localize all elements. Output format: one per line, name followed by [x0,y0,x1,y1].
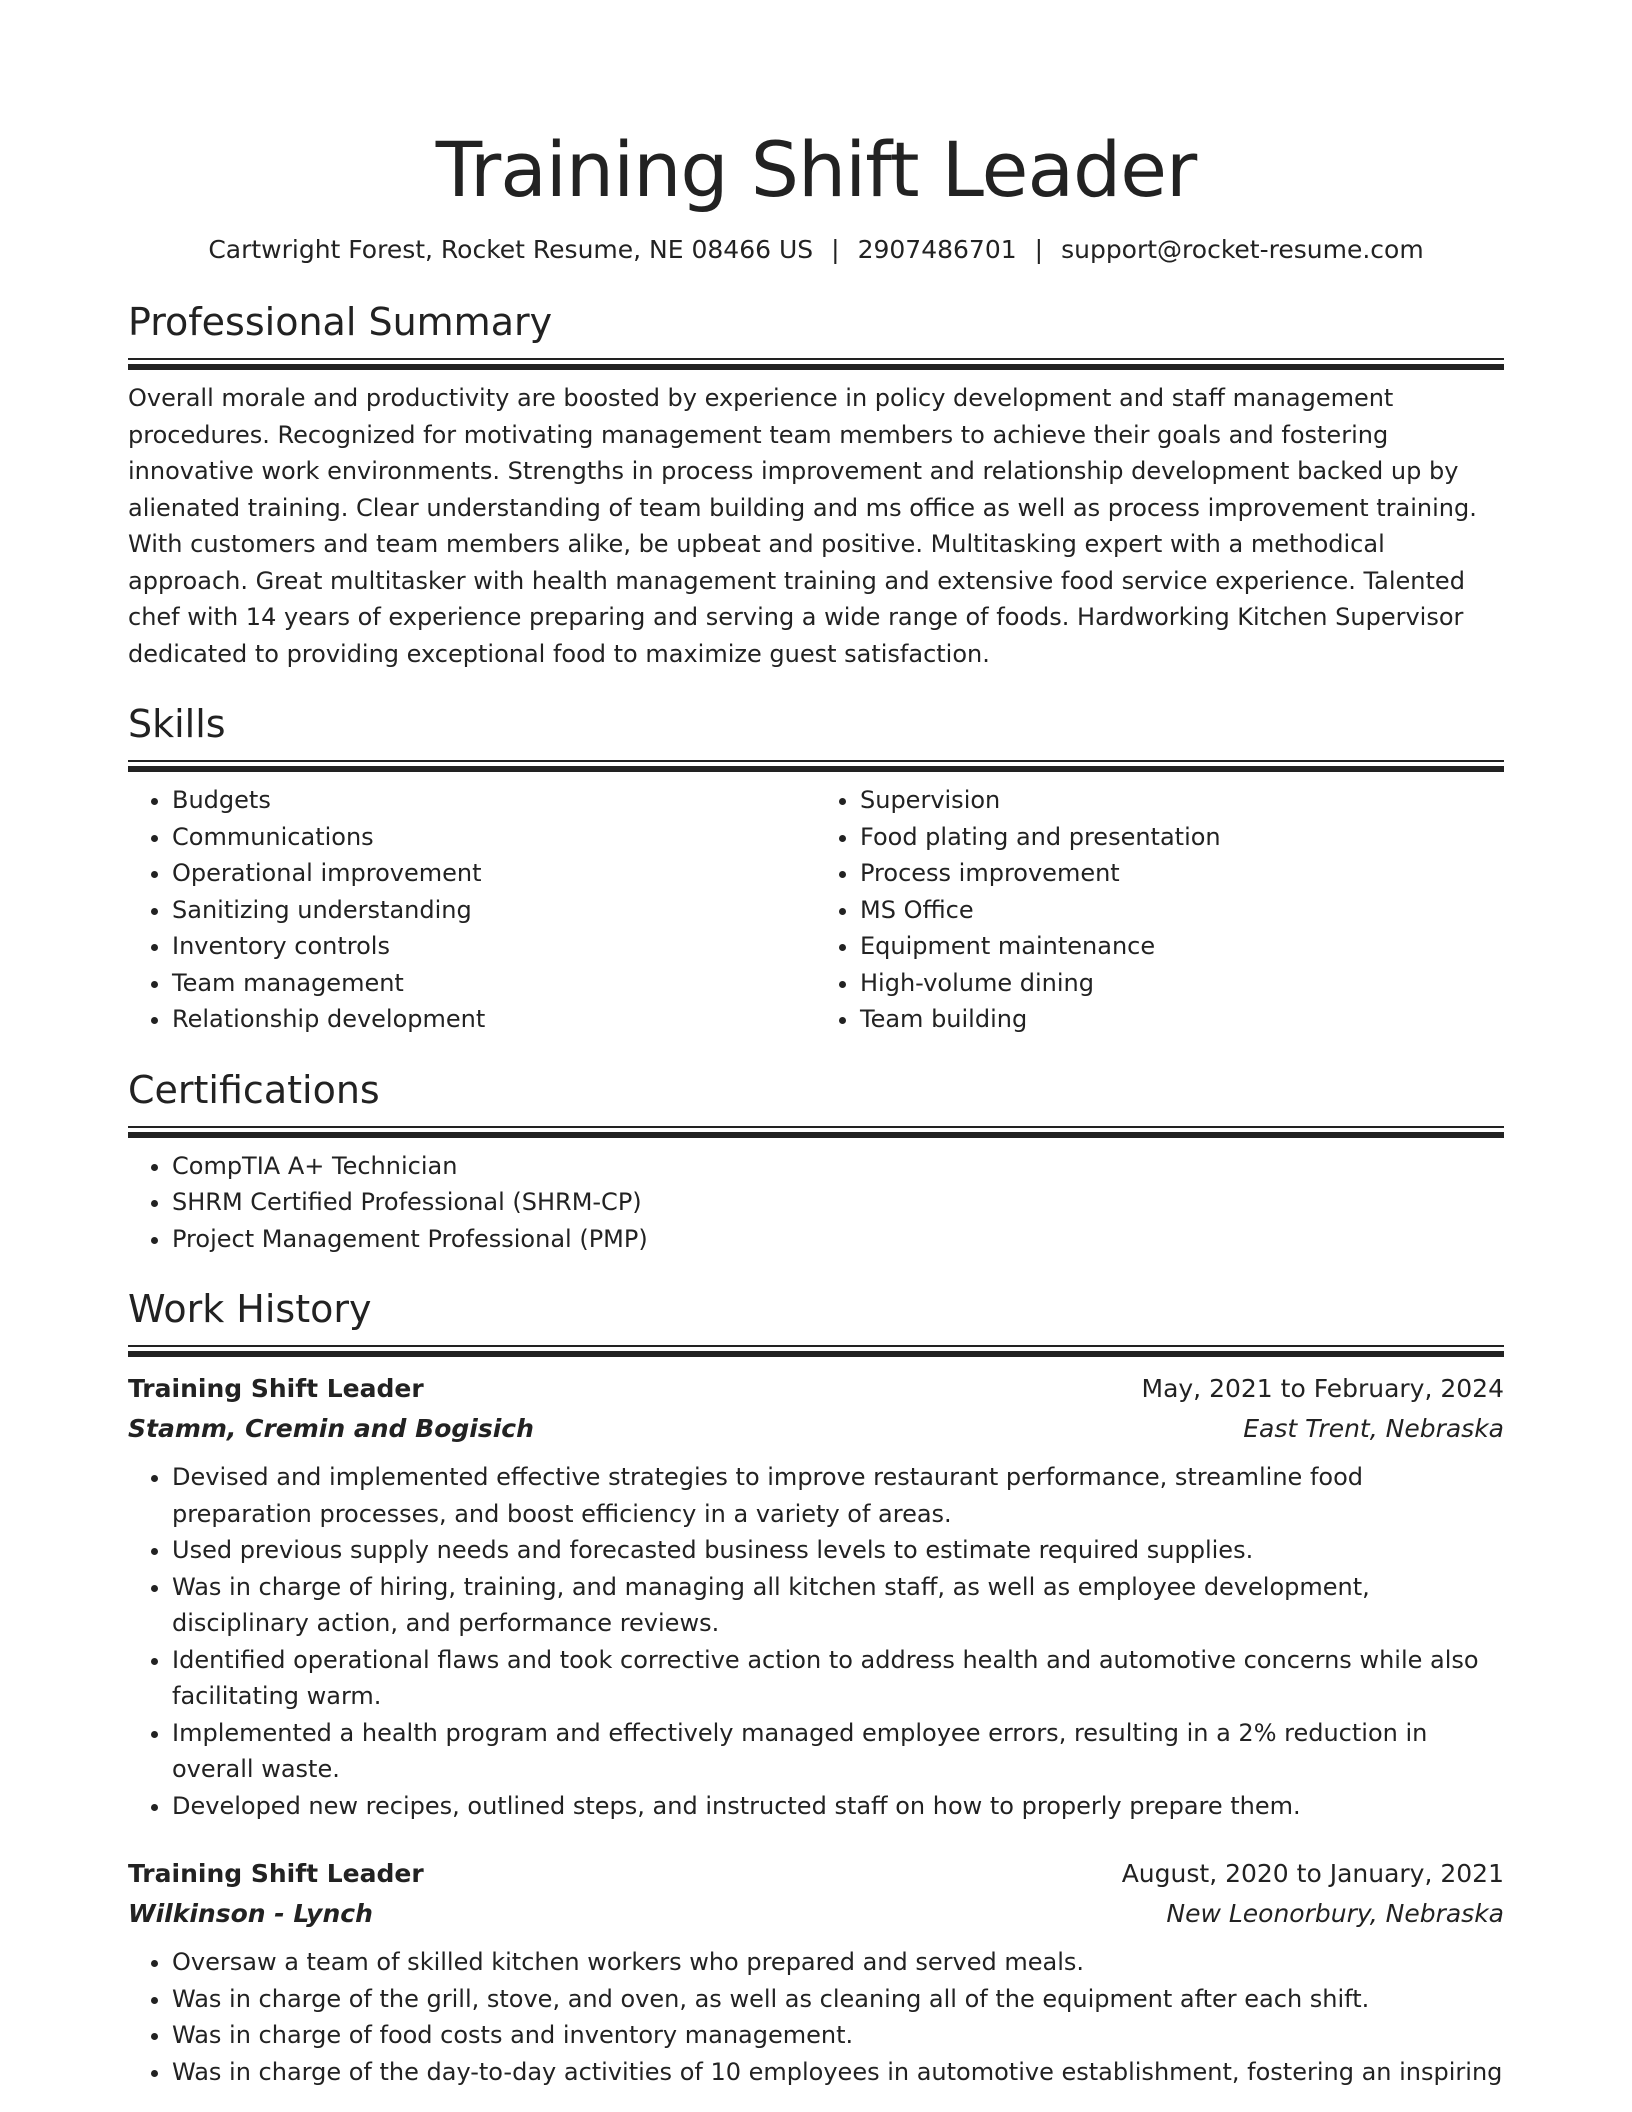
job-entry [128,1854,1504,2090]
job-duty: • Was in charge of food costs and inventory management. [172,2017,1504,2054]
certifications-list [128,1148,1504,1258]
resume-page [128,0,1504,2090]
job-duty: • Was in charge of the day-to-day activities of 10 employees in automotive establishment, fostering an inspiring [172,2054,1504,2091]
job-duty: • Was in charge of the grill, stove, and oven, as well as cleaning all of the equipment after each shift. [172,1981,1504,2018]
skill-item: • Communications [172,819,816,856]
work-history-section [128,1285,1504,2090]
job-duty: • Used previous supply needs and forecasted business levels to estimate required supplies. [172,1532,1504,1569]
job-duties-list [128,1459,1504,1824]
skill-item: • Team management [172,965,816,1002]
skills-list-right [816,782,1504,1038]
skill-item: • Equipment maintenance [860,928,1504,965]
section-divider [128,1126,1504,1138]
skills-list-left [128,782,816,1038]
skill-item: • Process improvement [860,855,1504,892]
section-divider [128,760,1504,772]
job-header [128,1369,1504,1409]
skill-item: • Operational improvement [172,855,816,892]
skill-item: • Sanitizing understanding [172,892,816,929]
skills-grid [128,782,1504,1038]
skill-item: • Supervision [860,782,1504,819]
certification-item: • SHRM Certified Professional (SHRM-CP) [172,1184,1504,1221]
section-divider [128,1345,1504,1357]
candidate-name: Training Shift Leader [435,125,1197,214]
summary-heading: Professional Summary [128,300,553,344]
contact-email: support@rocket-resume.com [1061,235,1424,264]
skill-item: • MS Office [860,892,1504,929]
summary-section [128,298,1504,672]
skill-item: • Inventory controls [172,928,816,965]
job-location: New Leonorbury, Nebraska [1166,1899,1504,1928]
skill-item: • Food plating and presentation [860,819,1504,856]
skill-item: • High-volume dining [860,965,1504,1002]
work-history-heading: Work History [128,1287,372,1331]
contact-phone: 2907486701 [857,235,1017,264]
job-company: Stamm, Cremin and Bogisich [128,1414,534,1443]
job-duty: • Was in charge of hiring, training, and managing all kitchen staff, as well as employee development, disciplinary action, and performance reviews. [172,1569,1504,1642]
job-duty: • Implemented a health program and effectively managed employee errors, resulting in a 2% reduction in overall waste. [172,1715,1504,1788]
job-title: Training Shift Leader [128,1374,424,1403]
job-dates: May, 2021 to February, 2024 [1141,1374,1504,1403]
contact-address: Cartwright Forest, Rocket Resume, NE 08466 US [208,235,814,264]
job-dates: August, 2020 to January, 2021 [1121,1859,1504,1888]
job-subheader [128,1409,1504,1449]
section-divider [128,358,1504,370]
contact-line [128,234,1504,266]
job-duty: • Oversaw a team of skilled kitchen workers who prepared and served meals. [172,1944,1504,1981]
contact-separator: | [1034,235,1044,264]
certification-item: • CompTIA A+ Technician [172,1148,1504,1185]
job-location: East Trent, Nebraska [1243,1414,1504,1443]
job-subheader [128,1894,1504,1934]
job-title: Training Shift Leader [128,1859,424,1888]
job-duty: • Developed new recipes, outlined steps, and instructed staff on how to properly prepare them. [172,1788,1504,1825]
certifications-section [128,1066,1504,1258]
skill-item: • Relationship development [172,1001,816,1038]
skill-item: • Team building [860,1001,1504,1038]
job-duty: • Identified operational flaws and took corrective action to address health and automotive concerns while also facilitating warm. [172,1642,1504,1715]
contact-separator: | [831,235,840,264]
job-duty: • Devised and implemented effective strategies to improve restaurant performance, streamline food preparation processes, and boost efficiency in a variety of areas. [172,1459,1504,1532]
skills-heading: Skills [128,702,226,746]
certification-item: • Project Management Professional (PMP) [172,1221,1504,1258]
skill-item: • Budgets [172,782,816,819]
certifications-heading: Certifications [128,1067,380,1112]
job-duties-list [128,1944,1504,2090]
summary-text: Overall morale and productivity are boosted by experience in policy development and staff management procedures. Recognized for motivating management team members to achieve their goals and fostering innovative work environments. Strengths in process improvement and relationship development backed up by alienated training. Clear understanding of team building and ms office as well as process improvement training. With customers and team members alike, be upbeat and positive. Multitasking expert with a methodical approach. Great multitasker with health management training and extensive food service experience. Talented chef with 14 years of experience preparing and serving a wide range of foods. Hardworking Kitchen Supervisor dedicated to providing exceptional food to maximize guest satisfaction. [128,384,1477,668]
job-entry [128,1369,1504,1824]
skills-section [128,700,1504,1038]
job-company: Wilkinson - Lynch [128,1899,373,1928]
job-header [128,1854,1504,1894]
